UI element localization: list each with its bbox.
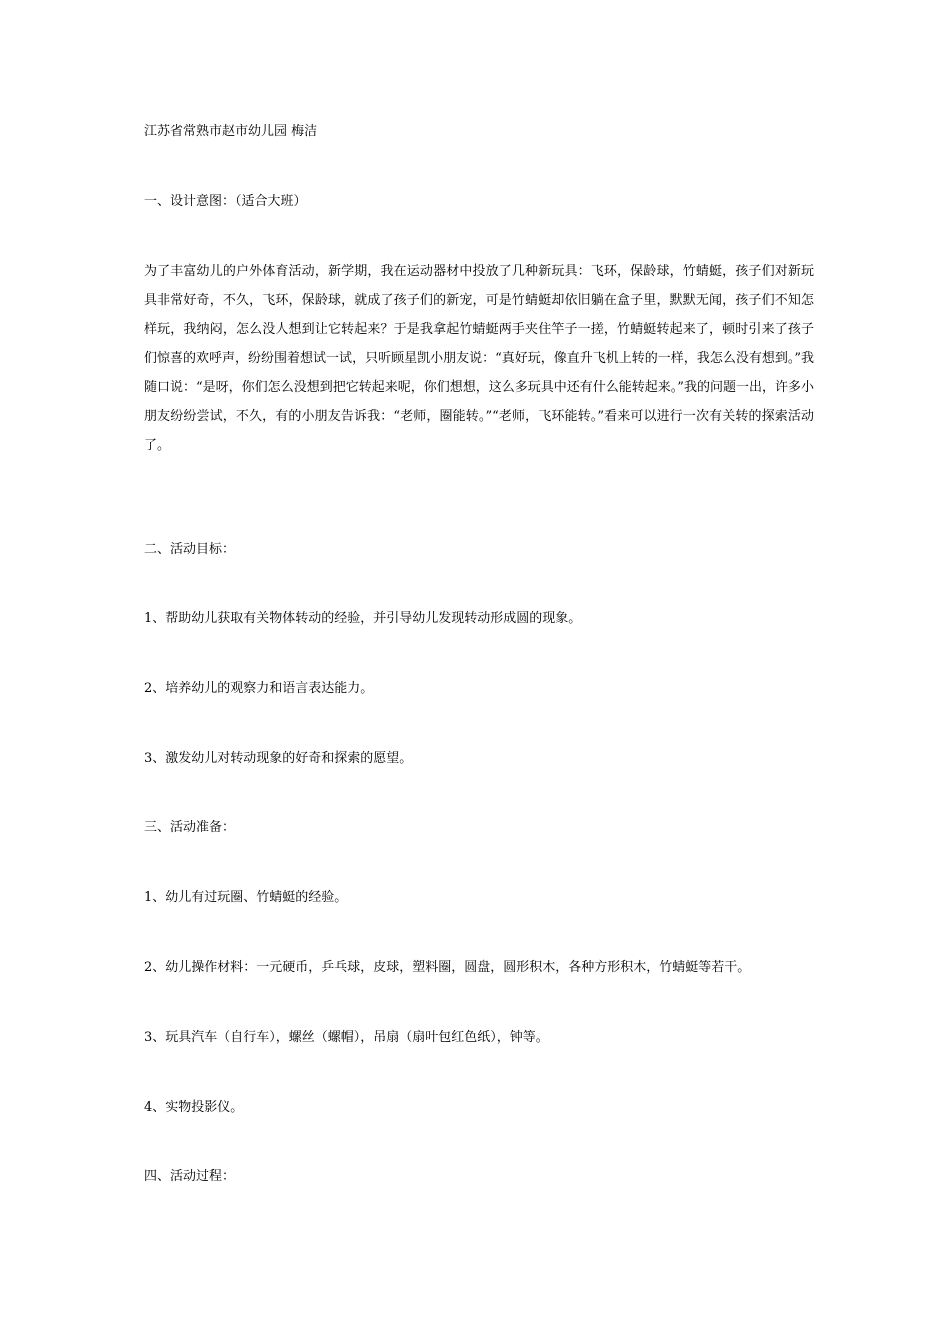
section-heading-design-intent: 一、设计意图：（适合大班） <box>144 194 307 209</box>
goal-item: 2、培养幼儿的观察力和语言表达能力。 <box>144 681 374 696</box>
preparation-item: 3、玩具汽车（自行车），螺丝（螺帽），吊扇（扇叶包红色纸），钟等。 <box>144 1030 549 1045</box>
goal-item: 1、帮助幼儿获取有关物体转动的经验，并引导幼儿发现转动形成圆的现象。 <box>144 611 582 626</box>
preparation-item: 2、幼儿操作材料：一元硬币，乒乓球，皮球，塑料圈，圆盘，圆形积木，各种方形积木，竹蜻蜓等若干。 <box>144 960 751 975</box>
goal-item: 3、激发幼儿对转动现象的好奇和探索的愿望。 <box>144 751 413 766</box>
section-heading-goals: 二、活动目标： <box>144 542 236 557</box>
preparation-item: 1、幼儿有过玩圈、竹蜻蜓的经验。 <box>144 890 348 905</box>
preparation-item: 4、实物投影仪。 <box>144 1100 244 1115</box>
author-line: 江苏省常熟市赵市幼儿园 梅洁 <box>144 124 318 139</box>
section-heading-process: 四、活动过程： <box>144 1169 236 1184</box>
section-heading-preparation: 三、活动准备： <box>144 820 236 835</box>
design-intent-paragraph: 为了丰富幼儿的户外体育活动，新学期，我在运动器材中投放了几种新玩具：飞环，保龄球，竹蜻蜓，孩子们对新玩具非常好奇，不久，飞环，保龄球，就成了孩子们的新宠，可是竹蜻蜓却依旧躺在盒子里，默默无闻，孩子们不知怎样玩，我纳闷，怎么没人想到让它转起来？于是我拿起竹蜻蜓两手夹住竿子一搓，竹蜻蜓转起来了，顿时引来了孩子们惊喜的欢呼声，纷纷围着想试一试，只听顾星凯小朋友说：“真好玩，像直升飞机上转的一样，我怎么没有想到。”我随口说：“是呀，你们怎么没想到把它转起来呢，你们想想，这么多玩具中还有什么能转起来。”我的问题一出，许多小朋友纷纷尝试，不久，有的小朋友告诉我：“老师，圈能转。”“老师，飞环能转。”看来可以进行一次有关转的探索活动了。 <box>144 264 814 453</box>
